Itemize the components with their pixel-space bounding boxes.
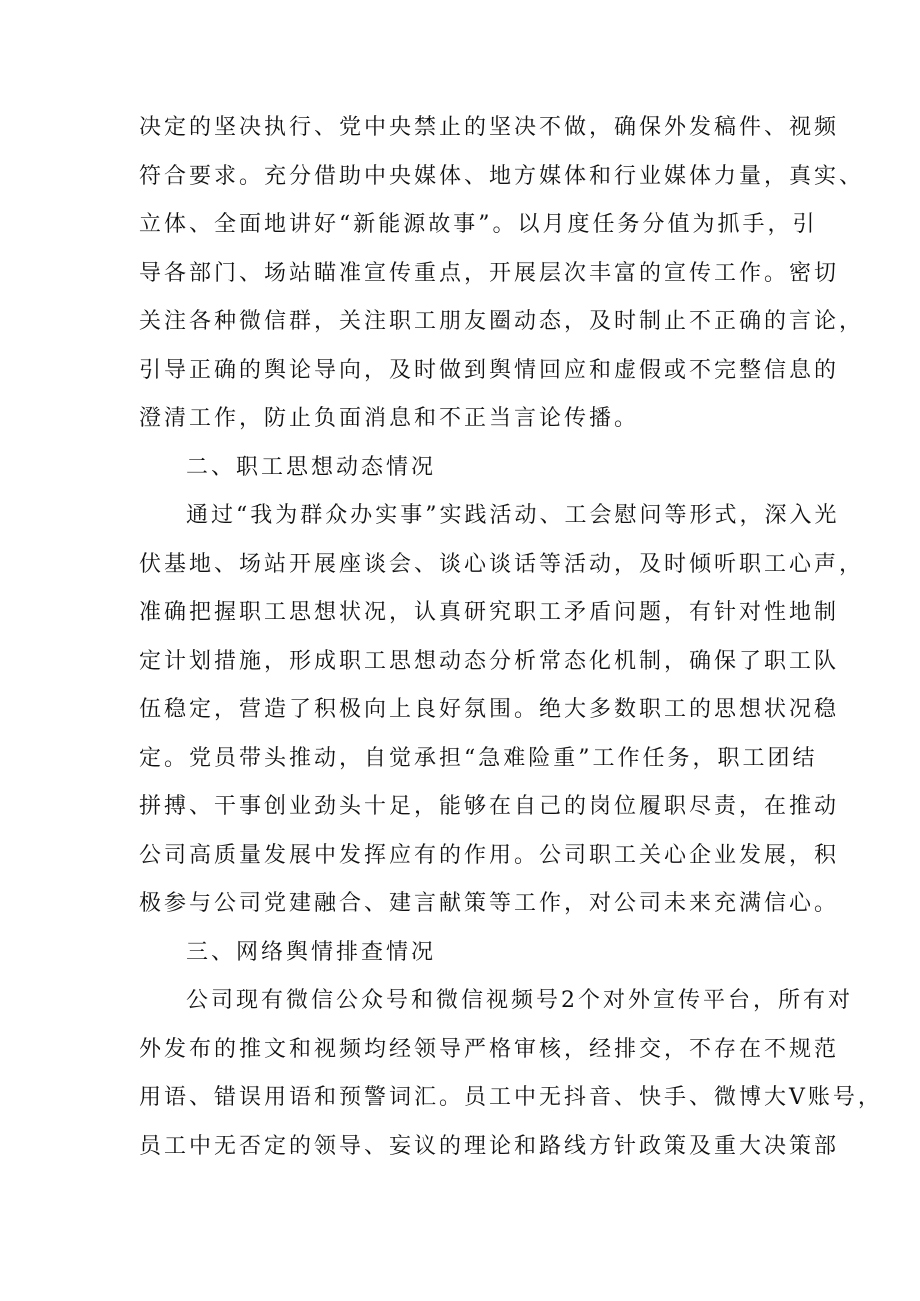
body-line-15: 拼搏、干事创业劲头十足，能够在自己的岗位履职尽责，在推动 xyxy=(139,794,840,819)
body-line-12: 定计划措施，形成职工思想动态分析常态化机制，确保了职工队 xyxy=(139,648,840,674)
section-heading-2: 二、职工思想动态情况 xyxy=(186,454,437,480)
body-line-19: 公司现有微信公众号和微信视频号2个对外宣传平台，所有对 xyxy=(186,988,853,1013)
body-line-17: 极参与公司党建融合、建言献策等工作，对公司未来充满信心。 xyxy=(139,891,840,916)
section-heading-3: 三、网络舆情排查情况 xyxy=(186,939,437,965)
body-line-9: 通过“我为群众办实事”实践活动、工会慰问等形式，深入光 xyxy=(186,503,840,528)
body-line-3: 立体、全面地讲好“新能源故事”。以月度任务分值为抓手，引 xyxy=(139,212,818,237)
document-body xyxy=(139,104,883,1171)
body-line-4: 导各部门、场站瞄准宣传重点，开展层次丰富的宣传工作。密切 xyxy=(139,260,840,286)
body-line-7: 澄清工作，防止负面消息和不正当言论传播。 xyxy=(139,406,640,431)
body-line-11: 准确把握职工思想状况，认真研究职工矛盾问题，有针对性地制 xyxy=(139,600,840,625)
body-line-2: 符合要求。充分借助中央媒体、地方媒体和行业媒体力量，真实、 xyxy=(139,163,865,189)
body-line-14: 定。党员带头推动，自觉承担“急难险重”工作任务，职工团结 xyxy=(139,745,818,771)
body-line-13: 伍稳定，营造了积极向上良好氛围。绝大多数职工的思想状况稳 xyxy=(139,697,840,722)
body-line-1: 决定的坚决执行、党中央禁止的坚决不做，确保外发稿件、视频 xyxy=(139,115,840,140)
body-line-16: 公司高质量发展中发挥应有的作用。公司职工关心企业发展，积 xyxy=(139,842,840,868)
body-line-10: 伏基地、场站开展座谈会、谈心谈话等活动，及时倾听职工心声， xyxy=(139,551,865,577)
body-line-5: 关注各种微信群，关注职工朋友圈动态，及时制止不正确的言论， xyxy=(139,309,865,334)
body-line-20: 外发布的推文和视频均经领导严格审核，经排交，不存在不规范 xyxy=(139,1036,840,1062)
body-line-22: 员工中无否定的领导、妄议的理论和路线方针政策及重大决策部 xyxy=(139,1133,840,1159)
body-line-21: 用语、错误用语和预警词汇。员工中无抖音、快手、微博大V账号， xyxy=(139,1085,883,1110)
body-line-6: 引导正确的舆论导向，及时做到舆情回应和虚假或不完整信息的 xyxy=(139,357,840,383)
